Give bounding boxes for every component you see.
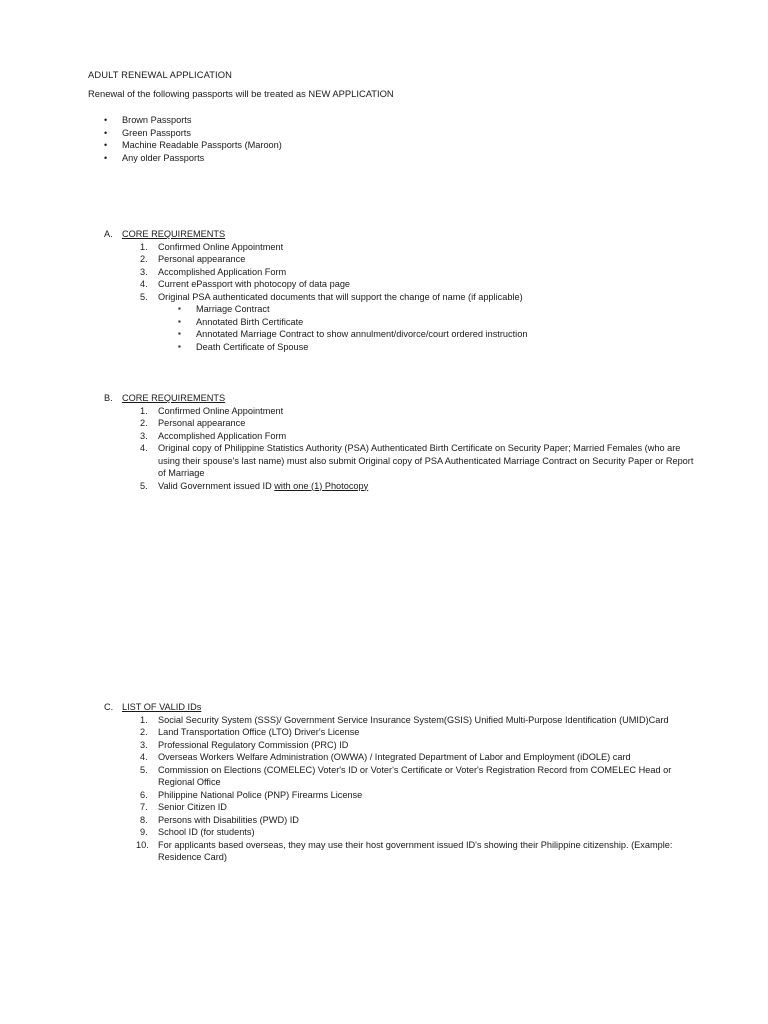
- item-text: Current ePassport with photocopy of data page: [158, 279, 351, 289]
- item-number: 4.: [140, 752, 148, 762]
- item-number: 1.: [140, 405, 148, 416]
- section-letter: C.: [104, 702, 114, 712]
- item-number: 5.: [140, 291, 148, 302]
- item-text: Accomplished Application Form: [158, 430, 287, 441]
- section-a-list: [104, 241, 704, 354]
- item-number: 4.: [140, 443, 148, 453]
- section-b: [104, 392, 694, 492]
- item-number: 3.: [140, 266, 148, 277]
- item-number: 3.: [140, 430, 148, 441]
- list-item: [104, 417, 694, 430]
- list-item: [104, 714, 694, 727]
- section-title: CORE REQUIREMENTS: [122, 229, 226, 239]
- item-number: 8.: [140, 814, 148, 825]
- section-title: CORE REQUIREMENTS: [122, 393, 226, 403]
- item-text: Persons with Disabilities (PWD) ID: [158, 814, 299, 825]
- list-item: [104, 814, 694, 827]
- list-item: [104, 839, 694, 864]
- list-item: [104, 826, 694, 839]
- section-letter: B.: [104, 393, 113, 403]
- sub-list-item: ▪ Annotated Birth Certificate: [158, 316, 704, 329]
- list-item: • Brown Passports: [88, 114, 282, 127]
- list-item: [104, 278, 704, 291]
- list-item: [104, 751, 694, 764]
- item-text: Personal appearance: [158, 418, 246, 428]
- item-text: Accomplished Application Form: [158, 266, 287, 277]
- list-item: [104, 405, 694, 418]
- list-item: [104, 430, 694, 443]
- item-text: Confirmed Online Appointment: [158, 405, 284, 416]
- section-letter: A.: [104, 229, 113, 239]
- list-item: [104, 266, 704, 279]
- item-text: Original copy of Philippine Statistics Authority (PSA) Authenticated Birth Certificate on Security Paper; Married Females (who are using their spouse's last name) must also submit Original copy of PSA Authenticated Marriage Contract on Security Paper or Report of Marriage: [158, 443, 694, 478]
- section-b-heading: [104, 392, 694, 405]
- item-number: 2.: [140, 418, 148, 428]
- item-number: 1.: [140, 241, 148, 252]
- list-item: • Machine Readable Passports (Maroon): [88, 139, 282, 152]
- item-number: 4.: [140, 279, 148, 289]
- item-number: 2.: [140, 254, 148, 264]
- item-number: 9.: [140, 827, 148, 837]
- list-item: [104, 480, 694, 493]
- item-text: Original PSA authenticated documents that will support the change of name (if applicable): [158, 291, 523, 302]
- photocopy-note: with one (1) Photocopy: [274, 480, 369, 491]
- section-b-list: [104, 405, 694, 493]
- list-item: [104, 789, 694, 802]
- sub-list-item: ▪ Marriage Contract: [158, 303, 704, 316]
- item-text: Philippine National Police (PNP) Firearms License: [158, 789, 363, 800]
- list-item: [104, 241, 704, 254]
- item-text: Social Security System (SSS)/ Government Service Insurance System(GSIS) Unified Multi-Purpose Identification (UMID)Card: [158, 714, 669, 725]
- item-number: 7.: [140, 802, 148, 812]
- item-number: 1.: [140, 714, 148, 725]
- item-text: Professional Regulatory Commission (PRC) ID: [158, 739, 349, 750]
- item-text: Overseas Workers Welfare Administration (OWWA) / Integrated Department of Labor and Employment (iDOLE) card: [158, 752, 631, 762]
- passport-list: [88, 114, 282, 164]
- list-item: [104, 291, 704, 354]
- item-text: School ID (for students): [158, 827, 255, 837]
- item-text: [158, 480, 694, 493]
- item-text: Commission on Elections (COMELEC) Voter's ID or Voter's Certificate or Voter's Registration Record from COMELEC Head or Regional Office: [158, 764, 672, 787]
- list-item: • Any older Passports: [88, 152, 282, 165]
- item-number: 3.: [140, 739, 148, 750]
- item-text: Personal appearance: [158, 254, 246, 264]
- id-requirement-text: Valid Government issued ID: [158, 480, 275, 491]
- item-text: For applicants based overseas, they may use their host government issued ID's showing their Philippine citizenship. (Example: Residence Card): [158, 839, 673, 862]
- item-text: Senior Citizen ID: [158, 802, 227, 812]
- intro-text: Renewal of the following passports will be treated as NEW APPLICATION: [88, 88, 394, 99]
- document-title: ADULT RENEWAL APPLICATION: [88, 69, 233, 80]
- section-c-heading: [104, 701, 694, 714]
- sub-list-item: ▪ Annotated Marriage Contract to show annulment/divorce/court ordered instruction: [158, 328, 704, 341]
- section-c: [104, 701, 694, 864]
- sub-list-item: ▪ Death Certificate of Spouse: [158, 341, 704, 354]
- item-text: Confirmed Online Appointment: [158, 241, 284, 252]
- item-number: 2.: [140, 727, 148, 737]
- section-title: LIST OF VALID IDs: [122, 702, 202, 712]
- list-item: [104, 253, 704, 266]
- list-item: [104, 739, 694, 752]
- section-a: [104, 228, 704, 353]
- item-number: 10.: [136, 839, 149, 850]
- list-item: [104, 726, 694, 739]
- item-text: Land Transportation Office (LTO) Driver's License: [158, 727, 360, 737]
- list-item: • Green Passports: [88, 127, 282, 140]
- item-number: 5.: [140, 764, 148, 775]
- item-number: 5.: [140, 480, 148, 491]
- valid-ids-list: [104, 714, 694, 864]
- item-number: 6.: [140, 789, 148, 800]
- list-item: [104, 442, 694, 480]
- list-item: [104, 801, 694, 814]
- list-item: [104, 764, 694, 789]
- name-change-documents-list: [158, 303, 704, 353]
- section-a-heading: [104, 228, 704, 241]
